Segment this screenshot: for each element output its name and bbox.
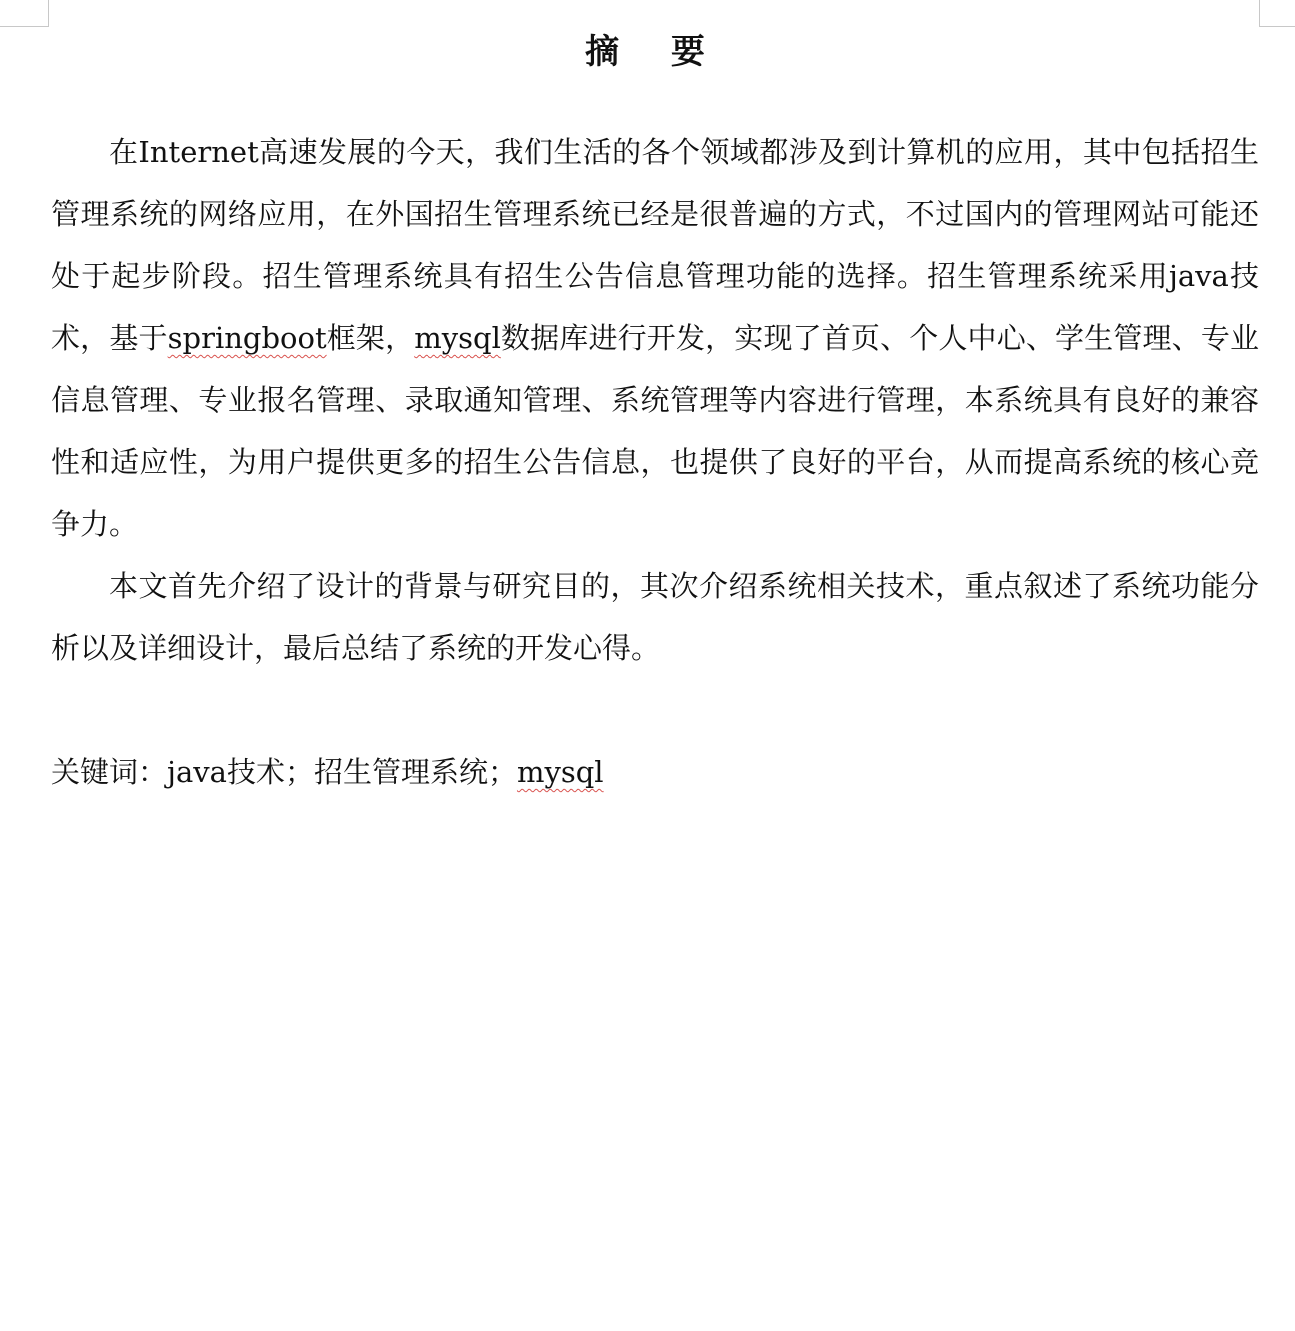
spellcheck-term-springboot: springboot [167,321,327,355]
abstract-title: 摘 要 [585,32,725,72]
abstract-body [51,121,1259,803]
paragraph-1-text-b: 框架， [326,321,415,355]
page-corner-mark-top-right [1259,0,1295,27]
paragraph-spacer [51,679,1259,741]
spellcheck-term-mysql: mysql [414,321,501,355]
paragraph-1-text-c: 数据库进行开发，实现了首页、个人中心、学生管理、专业信息管理、专业报名管理、录取通知管理、系统管理等内容进行管理，本系统具有良好的兼容性和适应性，为用户提供更多的招生公告信息，也提供了良好的平台，从而提高系统的核心竞争力。 [51,321,1259,541]
abstract-paragraph-2: 本文首先介绍了设计的背景与研究目的，其次介绍系统相关技术，重点叙述了系统功能分析以及详细设计，最后总结了系统的开发心得。 [51,569,1259,665]
keywords-text: 关键词：java技术；招生管理系统； [51,755,517,789]
paragraph-1-text-a: 在Internet高速发展的今天，我们生活的各个领域都涉及到计算机的应用，其中包括招生管理系统的网络应用，在外国招生管理系统已经是很普遍的方式，不过国内的管理网站可能还处于起步阶段。招生管理系统具有招生公告信息管理功能的选择。招生管理系统采用java技术，基于 [51,135,1259,355]
page-corner-mark-top-left [0,0,49,27]
abstract-paragraph-1 [51,121,1259,555]
keywords-line [51,741,1259,803]
spellcheck-keyword-mysql: mysql [516,755,604,789]
